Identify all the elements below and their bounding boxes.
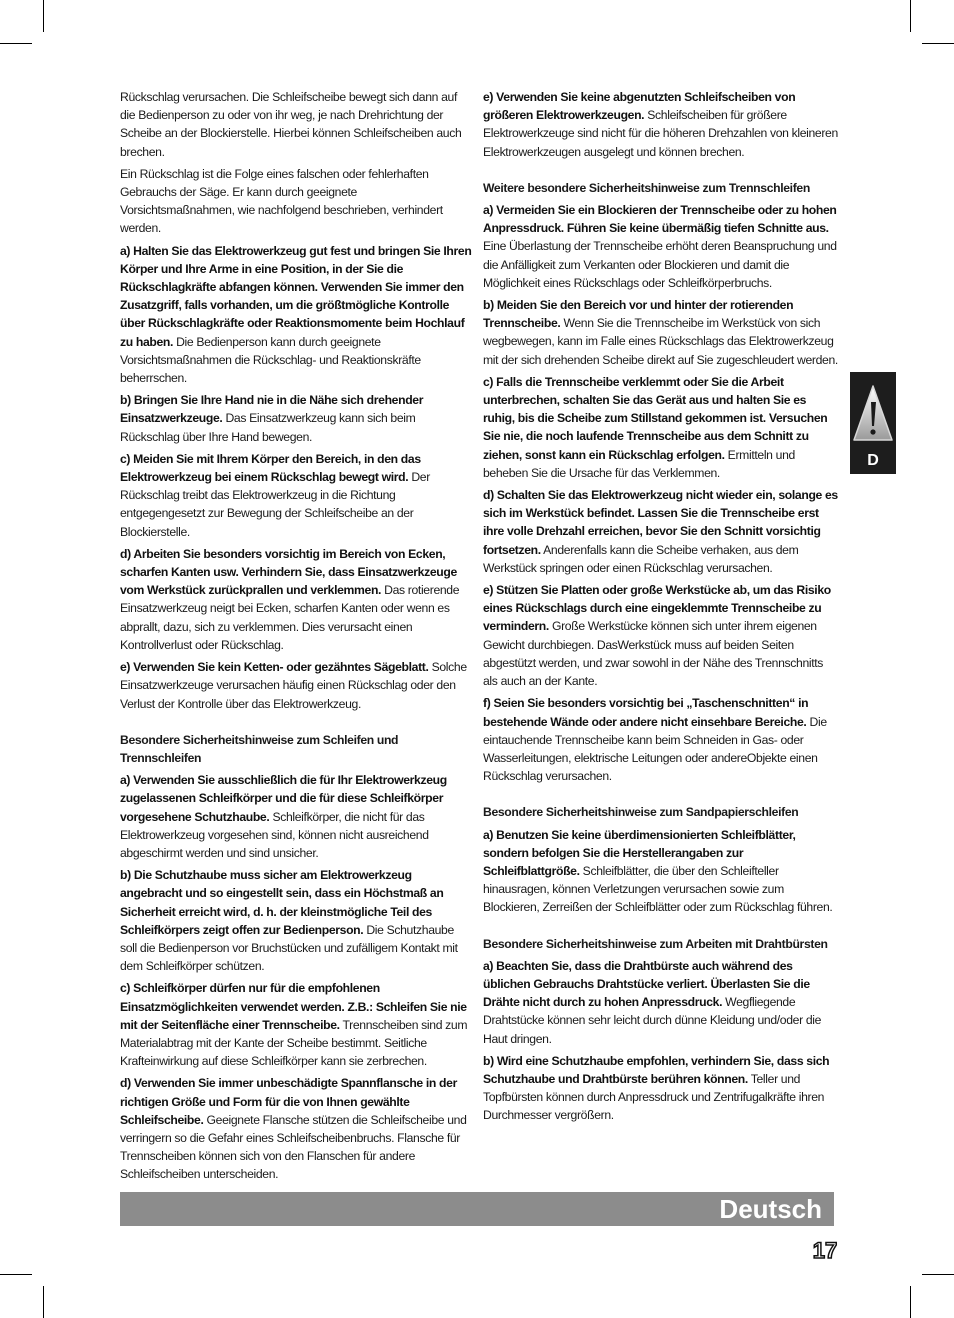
paragraph bbox=[120, 545, 472, 654]
paragraph-body: Geeignete Flansche stützen die Schleifscheibe und verringern so die Gefahr eines Schleifscheibenbruchs. Flansche für Trennscheiben können sich von den Flanschen für andere Schleifscheiben unterscheiden. bbox=[120, 1112, 467, 1182]
paragraph-body: Trennscheiben sind zum Materialabtrag mit der Kante der Scheibe bestimmt. Seitliche Krafteinwirkung auf diese Schleifkörper kann sie zerbrechen. bbox=[120, 1017, 468, 1069]
paragraph-body: Wenn Sie die Trennscheibe im Werkstück von sich wegbewegen, kann im Falle eines Rückschlags das Elektrowerkzeug mit der sich drehenden Scheibe direkt auf Sie zugeschleudert werden. bbox=[483, 316, 838, 367]
paragraph-body: Schleifblätter, die über den Schleifteller hinausragen, können Verletzungen verursachen sowie zum Blockieren, Zerreißen der Schleifblätter oder zum Rückschlag führen. bbox=[483, 863, 833, 915]
paragraph bbox=[120, 242, 472, 388]
paragraph-body: Solche Einsatzwerkzeuge verursachen häufig einen Rückschlag oder den Verlust der Kontrolle über das Elektrowerkzeug. bbox=[120, 660, 467, 711]
crop-mark bbox=[910, 1286, 911, 1318]
paragraph-lead-bold: a) Halten Sie das Elektrowerkzeug gut fest und bringen Sie Ihren Körper und Ihre Arme in eine Position, in der Sie die Rückschlagkräfte abfangen können. Verwenden Sie immer den Zusatzgriff, falls vorhanden, um die größtmögliche Kontrolle über Rückschlagkräfte oder Reaktionsmomente beim Hochlauf zu haben. bbox=[120, 243, 472, 349]
paragraph-body: Eine Überlastung der Trennscheibe erhöht deren Beanspruchung und die Anfälligkeit zum Verkanten oder Blockieren und damit die Möglichkeit eines Rückschlags oder Schleifkörperbruchs. bbox=[483, 239, 837, 290]
paragraph-body: Ein Rückschlag ist die Folge eines falschen oder fehlerhaften Gebrauchs der Säge. Er kann durch geeignete Vorsichtsmaßnahmen, wie nachfolgend beschrieben, verhindert werden. bbox=[120, 166, 443, 236]
paragraph-lead-bold: b) Meiden Sie den Bereich vor und hinter der rotierenden Trennscheibe. bbox=[483, 298, 794, 331]
paragraph-body: Schleifkörper, die nicht für das Elektrowerkzeug vorgesehen sind, können nicht ausreichend abgeschirmt werden und sind unsicher. bbox=[120, 809, 429, 860]
crop-mark bbox=[43, 0, 44, 32]
page-number: 17 bbox=[812, 1238, 838, 1263]
paragraph bbox=[483, 694, 838, 785]
paragraph bbox=[483, 201, 838, 292]
section-heading: Weitere besondere Sicherheitshinweise zum Trennschleifen bbox=[483, 180, 810, 195]
paragraph-body: Teller und Topfbürsten können durch Anpressdruck und Zentrifugalkräfte ihren Durchmesser vergrößern. bbox=[483, 1071, 825, 1123]
paragraph bbox=[120, 866, 472, 975]
language-label: Deutsch bbox=[719, 1194, 822, 1224]
paragraph bbox=[120, 771, 472, 862]
right-text-column bbox=[483, 88, 838, 1129]
paragraph bbox=[483, 88, 838, 161]
paragraph bbox=[483, 826, 838, 917]
paragraph bbox=[483, 486, 838, 577]
section-heading: Besondere Sicherheitshinweise zum Schleifen und Trennschleifen bbox=[120, 732, 399, 765]
paragraph-body: Der Rückschlag treibt das Elektrowerkzeug in die Richtung entgegengesetzt zur Bewegung der Schleifscheibe an der Blockierstelle. bbox=[120, 470, 430, 539]
paragraph-body: Wegfliegende Drahtstücke können sehr leicht durch dünne Kleidung und/oder die Haut dringen. bbox=[483, 995, 822, 1046]
side-tab-letter: D bbox=[867, 452, 879, 469]
section-heading: Besondere Sicherheitshinweise zum Arbeiten mit Drahtbürsten bbox=[483, 936, 828, 951]
language-side-tab bbox=[850, 372, 896, 474]
paragraph-lead-bold: c) Falls die Trennscheibe verklemmt oder Sie die Arbeit unterbrechen, schalten Sie das Gerät aus und halten Sie es ruhig, bis die Scheibe zum Stillstand gekommen ist. Versuchen Sie nie, die noch laufende Trennscheibe aus dem Schnitt zu ziehen, sonst kann ein Rückschlag erfolgen. bbox=[483, 374, 828, 462]
paragraph bbox=[120, 979, 472, 1070]
paragraph-lead-bold: f) Seien Sie besonders vorsichtig bei „Taschenschnitten“ in bestehende Wände oder andere nicht einsehbare Bereiche. bbox=[483, 696, 809, 729]
crop-mark bbox=[0, 1274, 32, 1275]
paragraph bbox=[483, 581, 838, 690]
footer-bar bbox=[120, 1192, 834, 1226]
paragraph-body: Die Bedienperson kann durch geeignete Vorsichtsmaßnahmen die Rückschlag- und Reaktionskräfte beherrschen. bbox=[120, 334, 421, 386]
section-heading: Besondere Sicherheitshinweise zum Sandpapierschleifen bbox=[483, 805, 799, 820]
paragraph bbox=[483, 957, 838, 1048]
paragraph-lead-bold: d) Verwenden Sie immer unbeschädigte Spannflansche in der richtigen Größe und Form für die von Ihnen gewählte Schleifscheibe. bbox=[120, 1076, 457, 1127]
paragraph-lead-bold: a) Benutzen Sie keine überdimensionierten Schleifblätter, sondern befolgen Sie die Herstellerangaben zur Schleifblattgröße. bbox=[483, 827, 796, 878]
paragraph bbox=[120, 165, 472, 238]
paragraph-body: Anderenfalls kann die Scheibe verhaken, aus dem Werkstück springen oder einen Rückschlag verursachen. bbox=[483, 542, 799, 575]
paragraph bbox=[483, 373, 838, 482]
paragraph-lead-bold: d) Schalten Sie das Elektrowerkzeug nicht wieder ein, solange es sich im Werkstück befindet. Lassen Sie die Trennscheibe erst ihre volle Drehzahl erreichen, bevor Sie den Schnitt vorsichtig fortsetzen. bbox=[483, 488, 838, 557]
paragraph-lead-bold: d) Arbeiten Sie besonders vorsichtig im Bereich von Ecken, scharfen Kanten usw. Verhindern Sie, dass Einsatzwerkzeuge vom Werkstück zurückprallen und verklemmen. bbox=[120, 546, 457, 598]
crop-mark bbox=[43, 1286, 44, 1318]
paragraph-lead-bold: c) Meiden Sie mit Ihrem Körper den Bereich, in den das Elektrowerkzeug bei einem Rückschlag bewegt wird. bbox=[120, 451, 421, 485]
paragraph bbox=[120, 658, 472, 713]
paragraph-lead-bold: e) Verwenden Sie keine abgenutzten Schleifscheiben von größeren Elektrowerkzeugen. bbox=[483, 90, 796, 123]
crop-mark bbox=[0, 43, 32, 44]
paragraph bbox=[120, 1074, 472, 1183]
paragraph bbox=[120, 450, 472, 541]
paragraph-body: Die eintauchende Trennscheibe kann beim Schneiden in Gas- oder Wasserleitungen, elektrische Leitungen oder andereObjekte einen Rückschlag verursachen. bbox=[483, 714, 827, 784]
paragraph-body: Große Werkstücke können sich unter ihrem eigenen Gewicht durchbiegen. DasWerkstück muss auf beiden Seiten abgestützt werden, und zwar sowohl in der Nähe des Trennschnitts als auch an der Kante. bbox=[483, 619, 824, 689]
paragraph-body: Schleifscheiben für größere Elektrowerkzeuge sind nicht für die höheren Drehzahlen von kleineren Elektrowerkzeugen ausgelegt und können brechen. bbox=[483, 108, 838, 159]
paragraph bbox=[120, 391, 472, 446]
left-text-column bbox=[120, 88, 472, 1188]
paragraph-body: Die Schutzhaube soll die Bedienperson vor Bruchstücken und zufälligem Kontakt mit dem Schleifkörper schützen. bbox=[120, 922, 458, 974]
paragraph-lead-bold: b) Die Schutzhaube muss sicher am Elektrowerkzeug angebracht und so eingestellt sein, dass ein Höchstmaß an Sicherheit erreicht wird, d. h. der kleinstmögliche Teil des Schleifkörpers zeigt offen zur Bedienperson. bbox=[120, 868, 444, 937]
paragraph-lead-bold: c) Schleifkörper dürfen nur für die empfohlenen Einsatzmöglichkeiten verwendet werden. Z.B.: Schleifen Sie nie mit der Seitenfläche einer Trennscheibe. bbox=[120, 981, 467, 1032]
crop-mark bbox=[922, 1274, 954, 1275]
paragraph bbox=[483, 296, 838, 369]
paragraph-body: Das rotierende Einsatzwerkzeug neigt bei Ecken, scharfen Kanten oder wenn es abprallt, dazu, sich zu verklemmen. Dies verursacht einen Kontrollverlust oder Rückschlag. bbox=[120, 583, 460, 652]
paragraph-lead-bold: b) Bringen Sie Ihre Hand nie in die Nähe sich drehender Einsatzwerkzeuge. bbox=[120, 393, 424, 426]
warning-icon bbox=[852, 376, 894, 450]
crop-mark bbox=[910, 0, 911, 32]
paragraph bbox=[483, 1052, 838, 1125]
paragraph-lead-bold: b) Wird eine Schutzhaube empfohlen, verhindern Sie, dass sich Schutzhaube und Drahtbürste berühren können. bbox=[483, 1053, 830, 1086]
crop-mark bbox=[922, 43, 954, 44]
paragraph-body: Rückschlag verursachen. Die Schleifscheibe bewegt sich dann auf die Bedienperson zu oder von ihr weg, je nach Drehrichtung der Scheibe an der Blockierstelle. Hierbei können Schleifscheiben auch brechen. bbox=[120, 90, 462, 159]
paragraph bbox=[120, 88, 472, 161]
paragraph-lead-bold: e) Verwenden Sie kein Ketten- oder gezähntes Sägeblatt. bbox=[120, 660, 429, 675]
paragraph-lead-bold: a) Vermeiden Sie ein Blockieren der Trennscheibe oder zu hohen Anpressdruck. Führen Sie keine übermäßig tiefen Schnitte aus. bbox=[483, 203, 837, 236]
paragraph-body: Das Einsatzwerkzeug kann sich beim Rückschlag über Ihre Hand bewegen. bbox=[120, 411, 416, 444]
paragraph-lead-bold: e) Stützen Sie Platten oder große Werkstücke ab, um das Risiko eines Rückschlags durch eine eingeklemmte Trennscheibe zu vermindern. bbox=[483, 583, 831, 634]
paragraph-lead-bold: a) Beachten Sie, dass die Drahtbürste auch während des üblichen Gebrauchs Drahtstücke verliert. Überlasten Sie die Drähte nicht durch zu hohen Anpressdruck. bbox=[483, 958, 810, 1010]
paragraph-body: Ermitteln und beheben Sie die Ursache für das Verklemmen. bbox=[483, 447, 795, 480]
paragraph-lead-bold: a) Verwenden Sie ausschließlich die für Ihr Elektrowerkzeug zugelassenen Schleifkörper und die für diese Schleifkörper vorgesehene Schutzhaube. bbox=[120, 773, 447, 824]
